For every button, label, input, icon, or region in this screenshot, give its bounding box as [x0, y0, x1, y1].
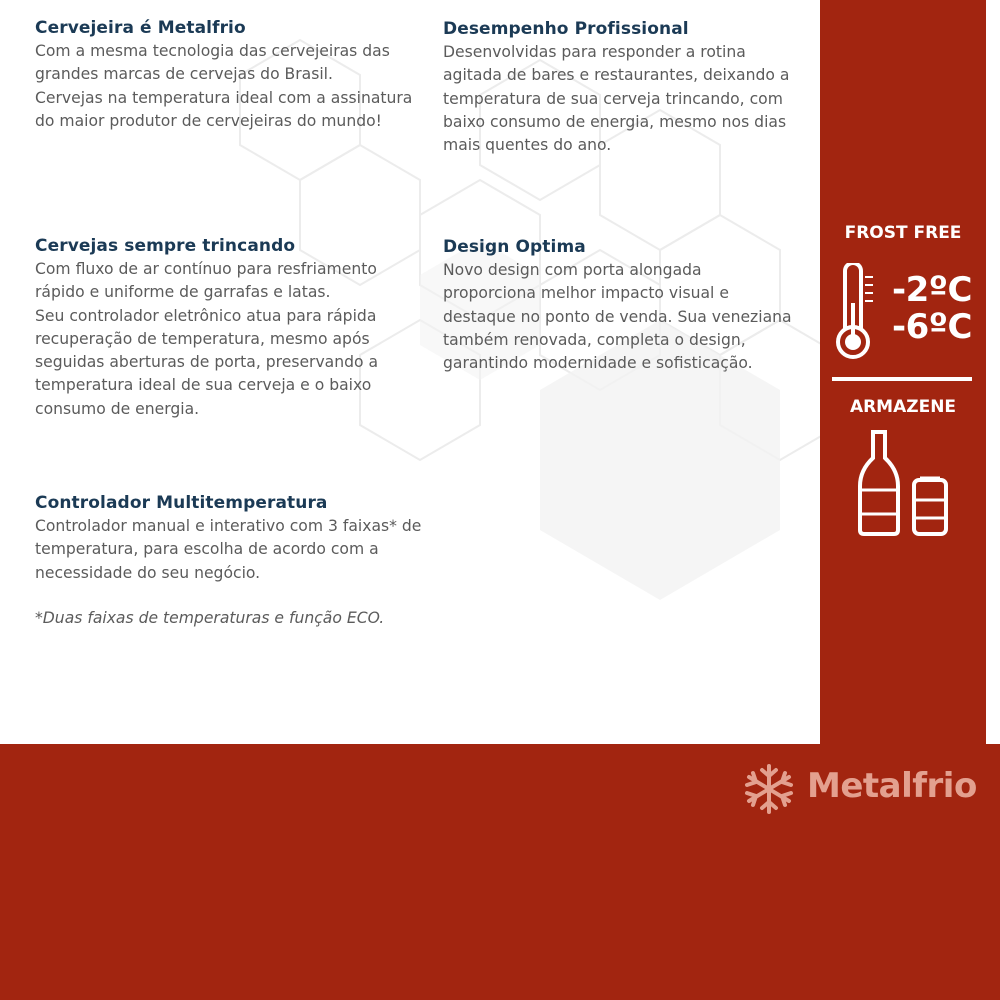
section-body: Controlador manual e interativo com 3 faixas* de temperatura, para escolha de acordo com a necessidade do seu negócio. — [35, 517, 422, 582]
frost-free-label: FROST FREE — [844, 223, 962, 243]
metalfrio-logo — [742, 762, 992, 814]
section-body: Com fluxo de ar contínuo para resfriamento rápido e uniforme de garrafas e latas. Seu controlador eletrônico atua para rápida recuperação de temperatura, mesmo após seguidas aberturas de porta, preservando a temperatura ideal de sua cerveja e o baixo consumo de energia. — [35, 260, 379, 418]
section-title: Desempenho Profissional — [443, 19, 689, 39]
brand-name: Metalfrio — [807, 766, 977, 806]
can-icon — [910, 474, 950, 538]
divider — [832, 377, 972, 381]
section-desempenho — [443, 19, 813, 157]
section-cervejas-trincando — [35, 236, 435, 421]
section-title: Design Optima — [443, 237, 586, 257]
thermometer-icon — [828, 263, 878, 363]
section-body: Novo design com porta alongada proporciona melhor impacto visual e destaque no ponto de venda. Sua veneziana também renovada, completa o design, garantindo modernidade e sofisticação. — [443, 261, 792, 373]
bottle-icon — [854, 428, 904, 538]
section-body: Com a mesma tecnologia das cervejeiras das grandes marcas de cervejas do Brasil. Cervejas na temperatura ideal com a assinatura do maior produtor de cervejeiras do mundo! — [35, 42, 413, 130]
section-design-optima — [443, 237, 813, 375]
section-cervejeira — [35, 18, 435, 133]
section-title: Cervejeira é Metalfrio — [35, 18, 246, 38]
snowflake-icon — [742, 762, 796, 816]
section-controlador — [35, 493, 455, 630]
feature-sidebar — [820, 0, 986, 745]
section-title: Controlador Multitemperatura — [35, 493, 328, 513]
temperature-low: -6ºC — [892, 307, 972, 347]
temperature-high: -2ºC — [892, 270, 972, 310]
storage-label: ARMAZENE — [849, 397, 957, 417]
section-title: Cervejas sempre trincando — [35, 236, 296, 256]
section-body: Desenvolvidas para responder a rotina agitada de bares e restaurantes, deixando a temperatura de sua cerveja trincando, com baixo consumo de energia, mesmo nos dias mais quentes do ano. — [443, 43, 790, 155]
footnote: *Duas faixas de temperaturas e função ECO. — [35, 608, 385, 627]
